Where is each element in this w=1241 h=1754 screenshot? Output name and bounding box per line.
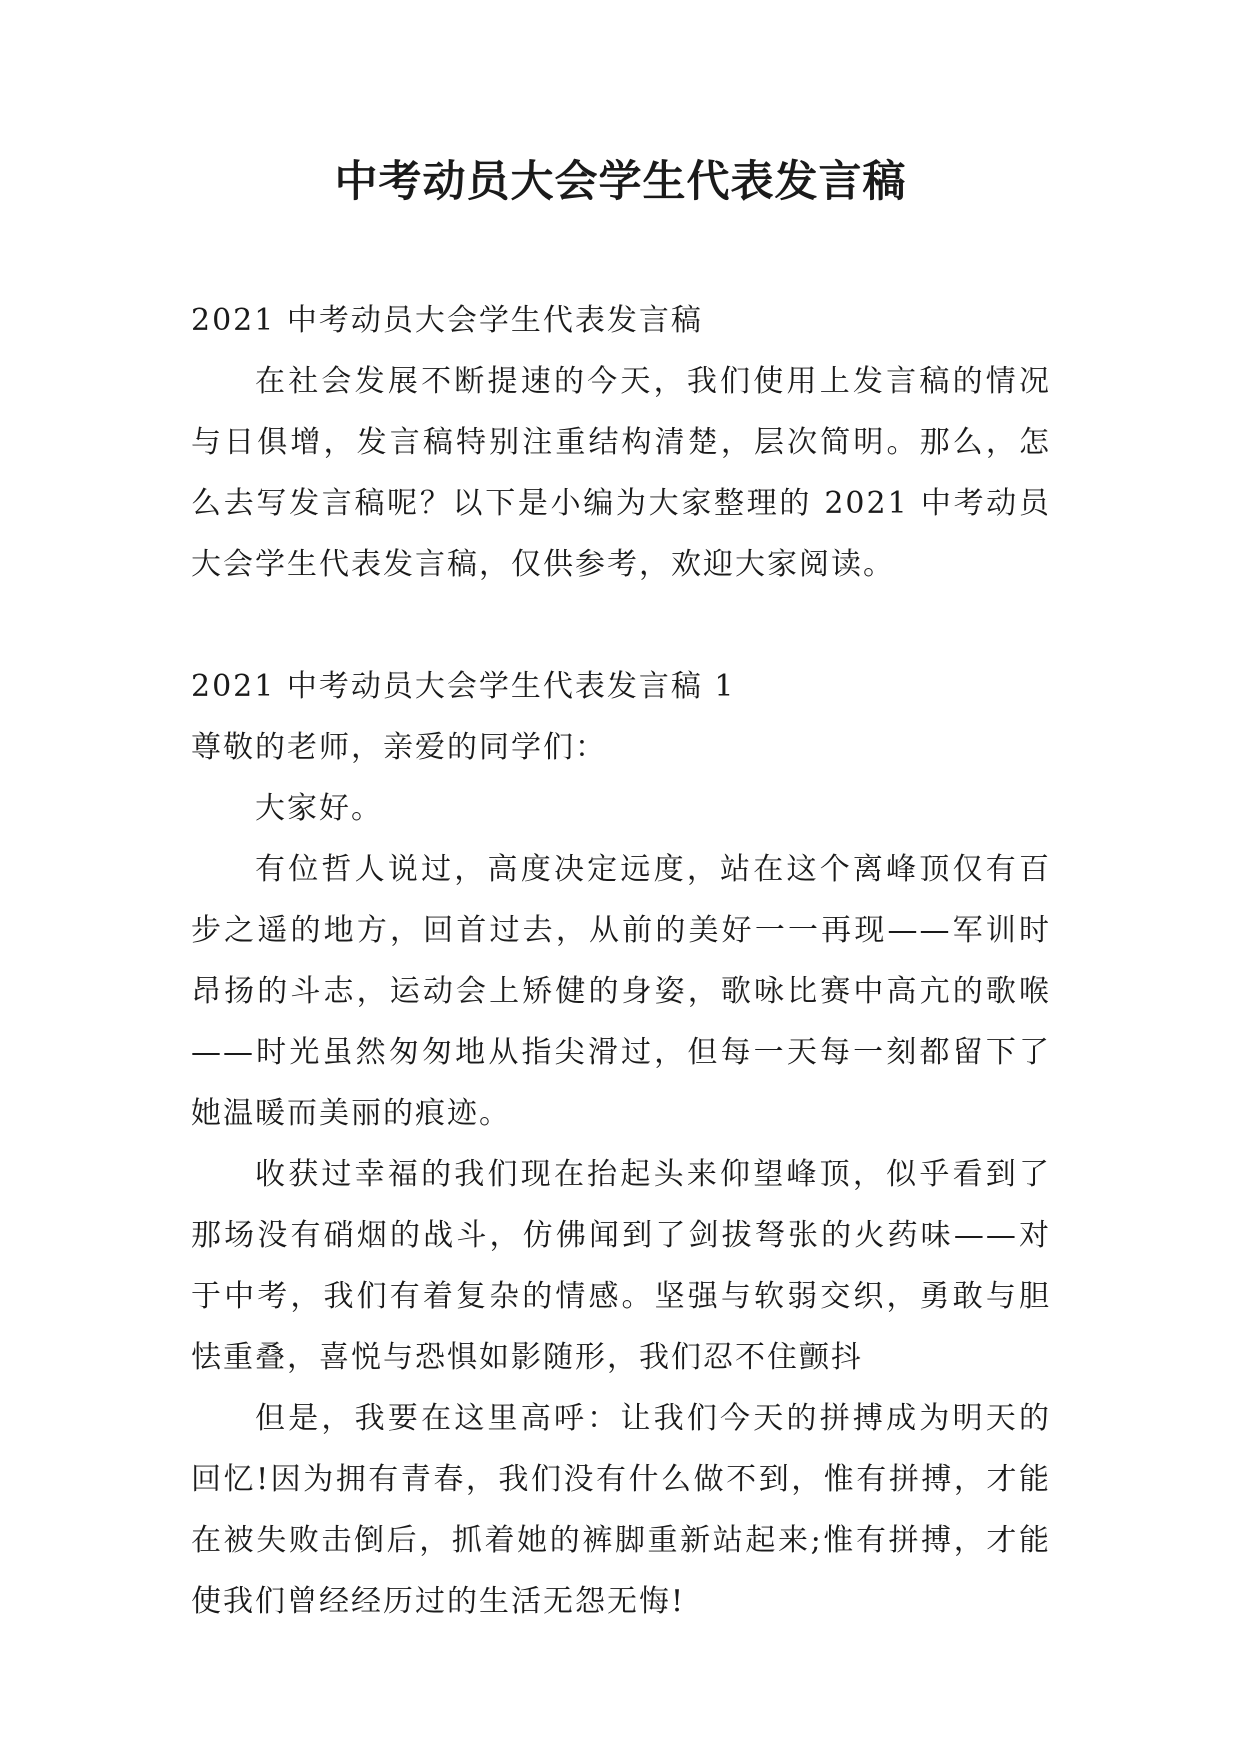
section-heading: 2021 中考动员大会学生代表发言稿 1	[191, 669, 736, 704]
intro-paragraph: 在社会发展不断提速的今天，我们使用上发言稿的情况与日俱增，发言稿特别注重结构清楚，层次简明。那么，怎么去写发言稿呢？以下是小编为大家整理的 2021 中考动员大会学生代表发言稿，仅供参考，欢迎大家阅读。	[191, 364, 1051, 582]
document-subtitle: 2021 中考动员大会学生代表发言稿	[191, 303, 703, 338]
document-title: 中考动员大会学生代表发言稿	[334, 157, 907, 207]
body-paragraph-emotions: 收获过幸福的我们现在抬起头来仰望峰顶，似乎看到了那场没有硝烟的战斗，仿佛闻到了剑拔弩张的火药味——对于中考，我们有着复杂的情感。坚强与软弱交织，勇敢与胆怯重叠，喜悦与恐惧如影随形，我们忍不住颤抖	[191, 1157, 1051, 1375]
body-paragraph-memories: 有位哲人说过，高度决定远度，站在这个离峰顶仅有百步之遥的地方，回首过去，从前的美好一一再现——军训时昂扬的斗志，运动会上矫健的身姿，歌咏比赛中高亢的歌喉——时光虽然匆匆地从指尖滑过，但每一天每一刻都留下了她温暖而美丽的痕迹。	[191, 852, 1051, 1131]
paragraph-spacer	[191, 595, 1051, 656]
body-paragraph-greeting: 大家好。	[255, 791, 383, 826]
document-body	[191, 290, 1051, 1632]
body-paragraph-striving: 但是，我要在这里高呼：让我们今天的拼搏成为明天的回忆!因为拥有青春，我们没有什么做不到，惟有拼搏，才能在被失败击倒后，抓着她的裤脚重新站起来;惟有拼搏，才能使我们曾经经历过的生活无怨无悔!	[191, 1401, 1051, 1619]
salutation: 尊敬的老师，亲爱的同学们：	[191, 730, 607, 765]
